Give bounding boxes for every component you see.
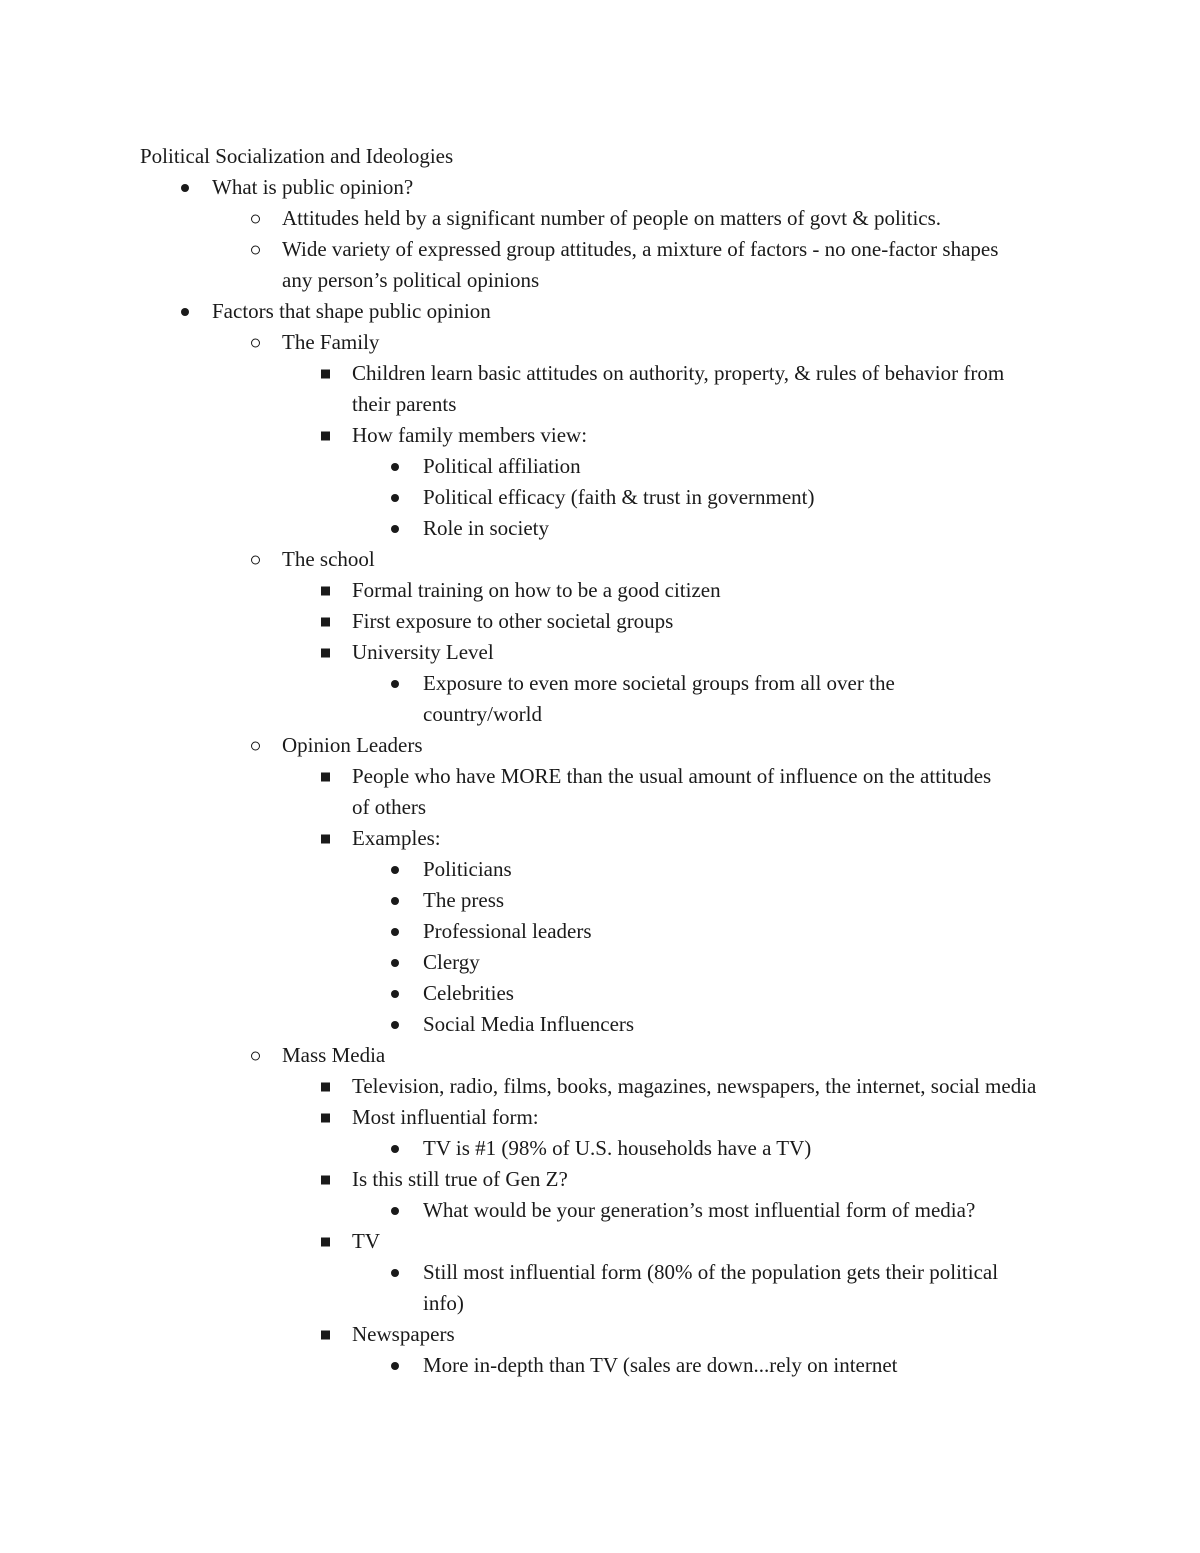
disc-bullet-icon	[388, 1257, 402, 1288]
list-item	[0, 1195, 1200, 1226]
list-item-text: Clergy	[423, 950, 480, 974]
list-item	[0, 1226, 1200, 1257]
list-item-text: Formal training on how to be a good citizen	[352, 578, 721, 602]
list-item	[0, 1257, 1200, 1319]
list-item	[0, 606, 1200, 637]
list-item	[0, 234, 1200, 296]
list-item-text: Attitudes held by a significant number of people on matters of govt & politics.	[282, 206, 942, 230]
list-item	[0, 885, 1200, 916]
circle-bullet-icon	[248, 1040, 262, 1071]
list-item-text: Opinion Leaders	[282, 733, 423, 757]
list-item	[0, 482, 1200, 513]
list-item	[0, 544, 1200, 575]
list-item	[0, 203, 1200, 234]
list-item	[0, 668, 1200, 730]
list-item	[0, 1164, 1200, 1195]
disc-bullet-icon	[388, 978, 402, 1009]
list-item	[0, 1319, 1200, 1350]
list-item	[0, 761, 1200, 823]
list-item-text: University Level	[352, 640, 494, 664]
list-item	[0, 575, 1200, 606]
list-item-text: The school	[282, 547, 375, 571]
list-item-text: Children learn basic attitudes on authority, property, & rules of behavior from their parents	[352, 361, 1005, 416]
square-bullet-icon	[318, 575, 332, 606]
list-item-text: Role in society	[423, 516, 549, 540]
square-bullet-icon	[318, 606, 332, 637]
list-item-text: Exposure to even more societal groups from all over the country/world	[423, 671, 895, 726]
disc-bullet-icon	[388, 1009, 402, 1040]
list-item-text: Politicians	[423, 857, 512, 881]
disc-bullet-icon	[388, 916, 402, 947]
disc-bullet-icon	[388, 947, 402, 978]
disc-bullet-icon	[388, 1350, 402, 1381]
disc-bullet-icon	[388, 668, 402, 699]
square-bullet-icon	[318, 420, 332, 451]
list-item	[0, 637, 1200, 668]
circle-bullet-icon	[248, 730, 262, 761]
circle-bullet-icon	[248, 234, 262, 265]
list-item	[0, 513, 1200, 544]
list-item-text: Most influential form:	[352, 1105, 539, 1129]
list-item-text: Professional leaders	[423, 919, 592, 943]
list-item-text: Is this still true of Gen Z?	[352, 1167, 568, 1191]
list-item-text: Political efficacy (faith & trust in government)	[423, 485, 815, 509]
list-item	[0, 296, 1200, 327]
list-item-text: TV is #1 (98% of U.S. households have a TV)	[423, 1136, 812, 1160]
list-item	[0, 327, 1200, 358]
list-item-text: Social Media Influencers	[423, 1012, 635, 1036]
disc-bullet-icon	[388, 451, 402, 482]
list-item	[0, 854, 1200, 885]
list-item-text: Wide variety of expressed group attitudes, a mixture of factors - no one-factor shapes any person’s political opinions	[282, 237, 999, 292]
list-item	[0, 978, 1200, 1009]
disc-bullet-icon	[178, 172, 192, 203]
circle-bullet-icon	[248, 203, 262, 234]
list-item-text: TV	[352, 1229, 380, 1253]
square-bullet-icon	[318, 761, 332, 792]
square-bullet-icon	[318, 1226, 332, 1257]
list-item	[0, 1071, 1200, 1102]
list-item	[0, 1350, 1200, 1381]
list-item	[0, 1040, 1200, 1071]
list-item-text: First exposure to other societal groups	[352, 609, 674, 633]
list-item-text: Still most influential form (80% of the population gets their political info)	[423, 1260, 999, 1315]
outline-list	[0, 172, 1200, 1381]
square-bullet-icon	[318, 823, 332, 854]
list-item-text: Examples:	[352, 826, 441, 850]
list-item	[0, 947, 1200, 978]
list-item-text: More in-depth than TV (sales are down...rely on internet	[423, 1353, 898, 1377]
list-item-text: How family members view:	[352, 423, 588, 447]
document-title: Political Socialization and Ideologies	[140, 144, 454, 168]
square-bullet-icon	[318, 358, 332, 389]
list-item-text: Television, radio, films, books, magazines, newspapers, the internet, social media	[352, 1074, 1037, 1098]
list-item	[0, 730, 1200, 761]
square-bullet-icon	[318, 637, 332, 668]
square-bullet-icon	[318, 1071, 332, 1102]
disc-bullet-icon	[388, 482, 402, 513]
disc-bullet-icon	[388, 513, 402, 544]
list-item-text: What would be your generation’s most influential form of media?	[423, 1198, 976, 1222]
list-item	[0, 451, 1200, 482]
list-item-text: The Family	[282, 330, 380, 354]
square-bullet-icon	[318, 1164, 332, 1195]
list-item-text: Celebrities	[423, 981, 514, 1005]
list-item-text: The press	[423, 888, 505, 912]
square-bullet-icon	[318, 1102, 332, 1133]
list-item-text: People who have MORE than the usual amount of influence on the attitudes of others	[352, 764, 992, 819]
list-item	[0, 1102, 1200, 1133]
list-item	[0, 1133, 1200, 1164]
list-item	[0, 823, 1200, 854]
circle-bullet-icon	[248, 327, 262, 358]
disc-bullet-icon	[388, 1195, 402, 1226]
list-item-text: Factors that shape public opinion	[212, 299, 491, 323]
disc-bullet-icon	[178, 296, 192, 327]
list-item-text: Political affiliation	[423, 454, 581, 478]
list-item-text: Newspapers	[352, 1322, 455, 1346]
list-item	[0, 916, 1200, 947]
list-item-text: Mass Media	[282, 1043, 386, 1067]
square-bullet-icon	[318, 1319, 332, 1350]
disc-bullet-icon	[388, 1133, 402, 1164]
list-item	[0, 358, 1200, 420]
list-item	[0, 1009, 1200, 1040]
disc-bullet-icon	[388, 854, 402, 885]
list-item	[0, 172, 1200, 203]
list-item	[0, 420, 1200, 451]
list-item-text: What is public opinion?	[212, 175, 414, 199]
disc-bullet-icon	[388, 885, 402, 916]
circle-bullet-icon	[248, 544, 262, 575]
